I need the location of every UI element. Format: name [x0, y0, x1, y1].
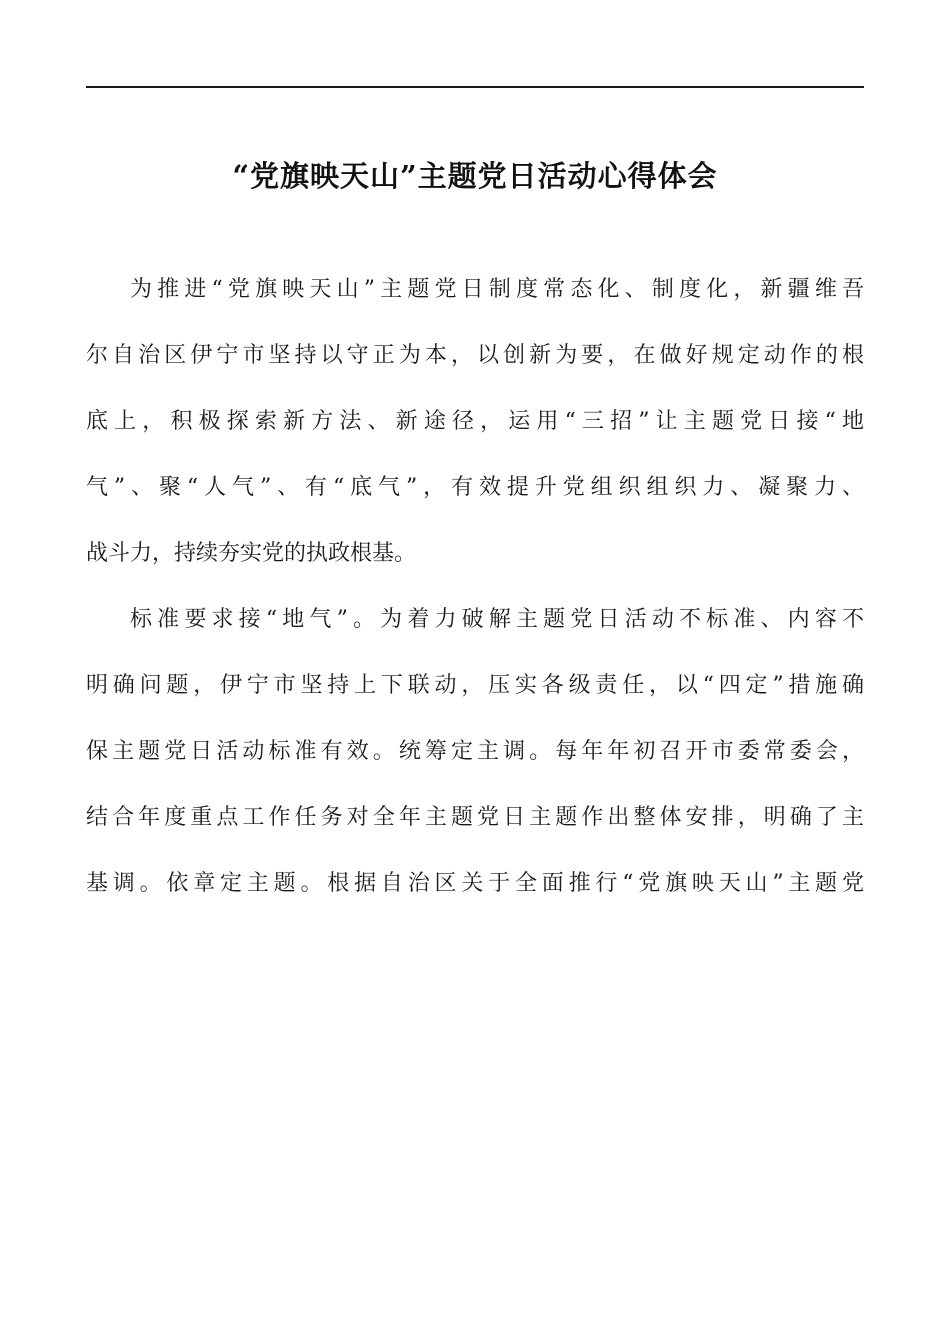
paragraph-line: 气”、聚“人气”、有“底气”，有效提升党组织组织力、凝聚力、: [86, 475, 864, 500]
paragraph-line: 明确问题，伊宁市坚持上下联动，压实各级责任，以“四定”措施确: [86, 673, 864, 698]
paragraph-1: [86, 264, 864, 594]
paragraph-2: [86, 594, 864, 924]
paragraph-line: 底上，积极探索新方法、新途径，运用“三招”让主题党日接“地: [86, 409, 864, 434]
paragraph-line: 结合年度重点工作任务对全年主题党日主题作出整体安排，明确了主: [86, 805, 864, 830]
paragraph-line: 基调。依章定主题。根据自治区关于全面推行“党旗映天山”主题党: [86, 871, 864, 896]
paragraph-line: 尔自治区伊宁市坚持以守正为本，以创新为要，在做好规定动作的根: [86, 343, 864, 368]
header-rule: [86, 86, 864, 88]
document-body: [86, 264, 864, 924]
paragraph-line: 为推进“党旗映天山”主题党日制度常态化、制度化，新疆维吾: [130, 277, 864, 302]
paragraph-line: 保主题党日活动标准有效。统筹定主调。每年年初召开市委常委会，: [86, 739, 864, 764]
paragraph-line: 战斗力，持续夯实党的执政根基。: [86, 541, 417, 566]
paragraph-line: 标准要求接“地气”。为着力破解主题党日活动不标准、内容不: [130, 607, 864, 632]
document-title: “党旗映天山”主题党日活动心得体会: [232, 159, 718, 193]
